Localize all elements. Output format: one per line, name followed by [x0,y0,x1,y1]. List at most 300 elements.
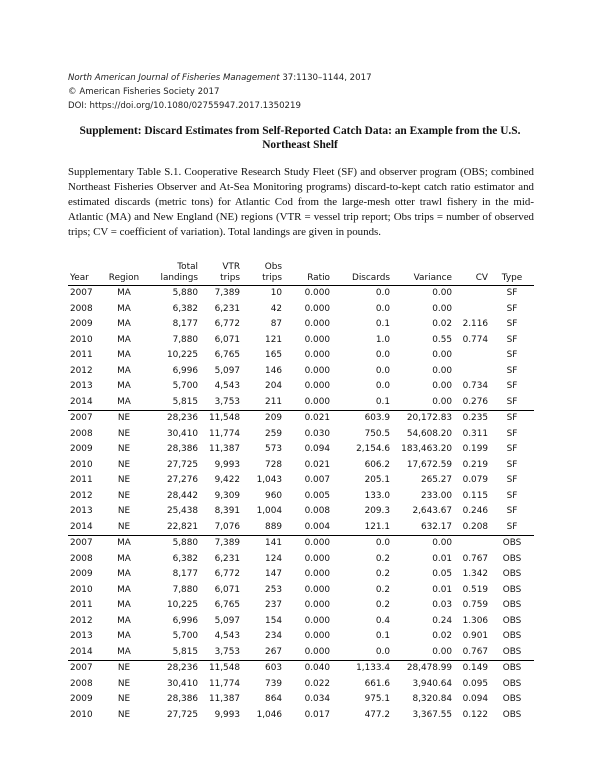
cell-cv: 0.767 [462,553,488,564]
journal-line [68,71,372,85]
cell-region: MA [117,381,131,391]
table-caption: Supplementary Table S.1. Cooperative Research Study Fleet (SF) and observer program (OBS; combined Northeast Fisheries Observer and At-Sea Monitoring programs) discard-to-kept catch ratio estimator and estimated discards (metric tons) for Atlantic Cod from the large-mesh otter trawl fishery in the mid-Atlantic (MA) and New England (NE) regions (VTR = vessel trip report; Obs trips = number of observed trips; CV = coefficient of variation). Total landings are given in pounds. [68,166,534,238]
cell-obs-trips: 141 [242,536,284,552]
cell-total-landings: 28,236 [146,661,200,677]
cell-year: 2011 [70,475,93,485]
cell-discards: 603.9 [332,411,392,427]
table-row [68,458,534,474]
cell-total-landings: 28,386 [166,694,198,704]
header-discards: Discards [332,262,392,286]
cell-discards: 209.3 [364,506,390,516]
cell-type: OBS [502,631,522,641]
cell-ratio: 0.007 [304,475,330,485]
cell-variance: 8,320.84 [412,694,452,704]
cell-ratio: 0.000 [304,396,330,407]
cell-year: 2009 [70,569,93,579]
cell-cv: 0.901 [462,631,488,641]
cell-ratio: 0.000 [304,584,330,595]
journal-volume-pages: 37:1130–1144, 2017 [282,73,372,83]
cell-year: 2012 [70,615,93,626]
table-body [68,286,534,724]
cell-vtr-trips: 6,765 [214,600,240,610]
header-type: Type [490,262,534,286]
cell-year: 2008 [70,428,93,439]
cell-cv [454,286,490,302]
cell-total-landings: 5,880 [146,536,200,552]
cell-vtr-trips: 5,097 [214,615,240,626]
cell-total-landings: 6,382 [172,303,198,314]
cell-ratio: 0.034 [304,694,330,704]
cell-type: SF [506,521,518,532]
cell-variance: 183,463.20 [401,444,452,454]
cell-discards: 0.1 [375,631,390,641]
table-row [68,427,534,443]
cell-type: SF [490,411,534,427]
header-region: Region [102,262,146,286]
cell-vtr-trips: 3,753 [214,396,240,407]
table-row [68,364,534,380]
cell-region: NE [117,459,131,470]
cell-year: 2007 [68,411,102,427]
cell-cv: 0.122 [462,709,488,720]
cell-region: NE [102,661,146,677]
cell-vtr-trips: 6,231 [214,303,240,314]
cell-ratio: 0.004 [304,521,330,532]
cell-region: NE [117,444,131,454]
cell-cv: 2.116 [462,319,488,329]
cell-ratio: 0.017 [304,709,330,720]
cell-obs-trips: 889 [265,521,282,532]
table-row [68,708,534,724]
cell-region: MA [117,350,131,360]
cell-discards: 0.0 [375,365,390,376]
cell-discards: 0.0 [375,350,390,360]
cell-discards: 0.4 [375,615,390,626]
cell-year: 2014 [70,646,93,657]
cell-region: NE [117,490,131,501]
cell-cv: 0.219 [462,459,488,470]
cell-discards: 0.1 [375,396,390,407]
cell-vtr-trips: 11,774 [208,428,240,439]
cell-total-landings: 30,410 [166,428,198,439]
cell-total-landings: 22,821 [166,521,198,532]
cell-total-landings: 8,177 [172,319,198,329]
cell-variance: 0.00 [432,646,452,657]
table-row [68,520,534,536]
table-row [68,442,534,458]
cell-obs-trips: 728 [265,459,282,470]
table-container [68,262,534,723]
table-row [68,692,534,708]
cell-type: SF [506,490,518,501]
cell-region: NE [117,506,131,516]
cell-ratio: 0.021 [284,411,332,427]
cell-obs-trips: 573 [265,444,282,454]
cell-total-landings: 8,177 [172,569,198,579]
cell-cv: 0.115 [462,490,488,501]
cell-discards: 606.2 [364,459,390,470]
cell-cv: 0.734 [462,381,488,391]
table-row [68,598,534,614]
cell-cv: 0.199 [462,444,488,454]
cell-cv: 0.311 [462,428,488,439]
cell-type: SF [506,288,518,298]
cell-variance: 0.00 [432,303,452,314]
cell-variance: 0.02 [432,631,452,641]
cell-ratio: 0.040 [284,661,332,677]
cell-total-landings: 6,996 [172,615,198,626]
cell-region: MA [117,615,131,626]
cell-type: SF [506,396,518,407]
cell-discards: 0.0 [375,288,390,298]
cell-year: 2014 [70,521,93,532]
cell-discards: 0.2 [375,600,390,610]
cell-cv: 1.342 [462,569,488,579]
cell-total-landings: 30,410 [166,678,198,689]
cell-region: MA [117,584,131,595]
cell-type: SF [506,365,518,376]
cell-discards: 661.6 [364,678,390,689]
table-row [68,583,534,599]
cell-obs-trips: 1,004 [256,506,282,516]
cell-year: 2008 [70,553,93,564]
cell-cv: 0.759 [462,600,488,610]
cell-variance: 233.00 [420,490,452,501]
cell-ratio: 0.000 [304,631,330,641]
cell-total-landings: 28,442 [166,490,198,501]
cell-ratio: 0.000 [304,319,330,329]
cell-variance: 0.00 [432,381,452,391]
cell-vtr-trips: 3,753 [214,646,240,657]
discard-estimates-table [68,262,534,723]
header-year: Year [68,262,102,286]
cell-total-landings: 5,700 [172,381,198,391]
cell-obs-trips: 165 [265,350,282,360]
cell-obs-trips: 259 [265,428,282,439]
cell-total-landings: 6,382 [172,553,198,564]
cell-cv [454,536,490,552]
cell-vtr-trips: 7,389 [200,536,242,552]
cell-ratio: 0.000 [304,365,330,376]
cell-region: MA [117,319,131,329]
cell-discards: 0.0 [332,536,392,552]
cell-obs-trips: 147 [265,569,282,579]
cell-variance: 2,643.67 [412,506,452,516]
cell-obs-trips: 124 [265,553,282,564]
cell-year: 2009 [70,319,93,329]
cell-region: MA [102,536,146,552]
cell-vtr-trips: 6,772 [214,569,240,579]
cell-vtr-trips: 4,543 [214,381,240,391]
cell-region: MA [117,600,131,610]
cell-type: OBS [502,615,522,626]
table-row [68,489,534,505]
cell-variance: 3,940.64 [412,678,452,689]
table-row [68,333,534,349]
cell-variance: 54,608.20 [406,428,452,439]
cell-region: MA [117,334,131,345]
table-row [68,411,534,427]
cell-total-landings: 5,880 [172,288,198,298]
cell-obs-trips: 1,046 [256,709,282,720]
cell-variance: 0.03 [432,600,452,610]
cell-discards: 0.2 [375,553,390,564]
cell-ratio: 0.022 [304,678,330,689]
cell-discards: 0.2 [375,584,390,595]
cell-vtr-trips: 7,389 [214,288,240,298]
cell-discards: 975.1 [364,694,390,704]
cell-vtr-trips: 6,765 [214,350,240,360]
cell-total-landings: 6,996 [172,365,198,376]
cell-type: OBS [502,569,522,579]
cell-total-landings: 5,815 [172,396,198,407]
cell-ratio: 0.000 [304,334,330,345]
cell-total-landings: 10,225 [166,350,198,360]
citation-block [68,71,372,113]
cell-total-landings: 27,725 [166,709,198,720]
cell-ratio: 0.008 [304,506,330,516]
cell-vtr-trips: 11,548 [200,661,242,677]
cell-obs-trips: 154 [265,615,282,626]
cell-cv: 0.208 [462,521,488,532]
cell-variance: 20,172.83 [392,411,454,427]
cell-obs-trips: 739 [265,678,282,689]
cell-year: 2008 [70,303,93,314]
header-vtr-trips: VTR trips [200,262,242,286]
cell-discards: 477.2 [364,709,390,720]
cell-region: NE [117,694,131,704]
cell-variance: 0.05 [432,569,452,579]
cell-discards: 750.5 [364,428,390,439]
cell-variance: 28,478.99 [392,661,454,677]
cell-variance: 632.17 [420,521,452,532]
cell-vtr-trips: 11,387 [208,444,240,454]
cell-region: NE [117,678,131,689]
cell-year: 2009 [70,444,93,454]
table-row [68,552,534,568]
cell-total-landings: 10,225 [166,600,198,610]
cell-vtr-trips: 4,543 [214,631,240,641]
cell-vtr-trips: 9,993 [214,459,240,470]
cell-year: 2010 [70,584,93,595]
cell-cv: 1.306 [462,615,488,626]
cell-variance: 0.02 [432,319,452,329]
cell-discards: 133.0 [364,490,390,501]
cell-type: OBS [502,600,522,610]
cell-type: OBS [502,678,522,689]
cell-type: OBS [490,536,534,552]
cell-discards: 1,133.4 [332,661,392,677]
cell-region: NE [102,411,146,427]
cell-total-landings: 5,815 [172,646,198,657]
table-row [68,302,534,318]
cell-year: 2009 [70,694,93,704]
cell-ratio: 0.021 [304,459,330,470]
cell-vtr-trips: 9,993 [214,709,240,720]
cell-year: 2007 [68,536,102,552]
cell-total-landings: 7,880 [172,584,198,595]
cell-region: MA [117,396,131,407]
cell-obs-trips: 237 [265,600,282,610]
cell-year: 2010 [70,709,93,720]
cell-region: MA [117,288,131,298]
header-total-landings: Total landings [146,262,200,286]
cell-discards: 0.0 [375,303,390,314]
cell-discards: 1.0 [375,334,390,345]
cell-vtr-trips: 11,548 [200,411,242,427]
cell-ratio: 0.000 [304,303,330,314]
cell-vtr-trips: 6,772 [214,319,240,329]
cell-variance: 0.55 [432,334,452,345]
cell-region: NE [117,475,131,485]
cell-variance: 0.24 [432,615,452,626]
cell-year: 2013 [70,631,93,641]
cell-obs-trips: 234 [265,631,282,641]
table-row [68,504,534,520]
cell-ratio: 0.000 [304,646,330,657]
cell-type: SF [506,475,518,485]
table-row [68,379,534,395]
table-row [68,661,534,677]
cell-ratio: 0.094 [304,444,330,454]
cell-cv: 0.235 [454,411,490,427]
cell-total-landings: 7,880 [172,334,198,345]
cell-total-landings: 28,386 [166,444,198,454]
cell-cv: 0.774 [462,334,488,345]
copyright-line: © American Fisheries Society 2017 [68,87,220,97]
cell-region: NE [117,521,131,532]
cell-obs-trips: 87 [270,319,282,329]
cell-variance: 0.00 [432,350,452,360]
cell-type: SF [506,319,518,329]
cell-variance: 0.00 [392,536,454,552]
cell-vtr-trips: 6,071 [214,584,240,595]
cell-variance: 3,367.55 [412,709,452,720]
cell-vtr-trips: 11,387 [208,694,240,704]
header-ratio: Ratio [284,262,332,286]
cell-year: 2011 [70,600,93,610]
table-row [68,395,534,411]
cell-type: SF [506,444,518,454]
cell-cv [454,348,490,364]
table-row [68,473,534,489]
cell-variance: 0.00 [432,396,452,407]
cell-total-landings: 27,276 [166,475,198,485]
cell-cv: 0.767 [462,646,488,657]
cell-type: OBS [502,553,522,564]
cell-type: OBS [502,584,522,595]
cell-cv: 0.246 [462,506,488,516]
cell-region: MA [117,303,131,314]
cell-year: 2014 [70,396,93,407]
cell-type: OBS [490,661,534,677]
cell-obs-trips: 209 [242,411,284,427]
cell-year: 2007 [70,288,93,298]
cell-cv [454,364,490,380]
header-obs-trips: Obs trips [242,262,284,286]
cell-type: SF [506,506,518,516]
cell-obs-trips: 960 [265,490,282,501]
cell-region: MA [117,631,131,641]
table-row [68,348,534,364]
cell-obs-trips: 864 [265,694,282,704]
cell-obs-trips: 253 [265,584,282,595]
cell-obs-trips: 603 [242,661,284,677]
cell-cv: 0.149 [454,661,490,677]
table-row [68,536,534,552]
table-row [68,645,534,661]
cell-obs-trips: 42 [270,303,282,314]
cell-variance: 0.01 [432,553,452,564]
cell-vtr-trips: 6,071 [214,334,240,345]
table-row [68,614,534,630]
cell-discards: 0.1 [375,319,390,329]
cell-ratio: 0.000 [304,600,330,610]
cell-region: MA [117,569,131,579]
cell-region: MA [117,646,131,657]
cell-cv: 0.095 [462,678,488,689]
cell-region: NE [117,428,131,439]
cell-variance: 0.01 [432,584,452,595]
cell-variance: 17,672.59 [406,459,452,470]
cell-year: 2008 [70,678,93,689]
table-row [68,629,534,645]
cell-year: 2012 [70,490,93,501]
table-row [68,677,534,693]
cell-total-landings: 28,236 [146,411,200,427]
cell-year: 2007 [68,661,102,677]
cell-year: 2010 [70,334,93,345]
cell-variance: 0.00 [432,288,452,298]
cell-year: 2013 [70,381,93,391]
table-row [68,567,534,583]
cell-type: OBS [502,694,522,704]
doi-line: DOI: https://doi.org/10.1080/02755947.2017.1350219 [68,101,301,111]
cell-vtr-trips: 9,422 [214,475,240,485]
cell-ratio: 0.000 [304,381,330,391]
cell-discards: 0.0 [375,381,390,391]
cell-obs-trips: 1,043 [256,475,282,485]
cell-type: SF [506,381,518,391]
cell-vtr-trips: 9,309 [214,490,240,501]
header-cv: CV [454,262,490,286]
cell-type: OBS [502,646,522,657]
header-variance: Variance [392,262,454,286]
cell-discards: 121.1 [364,521,390,532]
cell-ratio: 0.030 [304,428,330,439]
cell-obs-trips: 267 [265,646,282,657]
cell-variance: 265.27 [420,475,452,485]
cell-type: SF [506,459,518,470]
cell-type: SF [506,428,518,439]
cell-vtr-trips: 5,097 [214,365,240,376]
cell-ratio: 0.000 [304,288,330,298]
cell-total-landings: 5,700 [172,631,198,641]
cell-type: SF [506,350,518,360]
cell-total-landings: 25,438 [166,506,198,516]
cell-vtr-trips: 7,076 [214,521,240,532]
cell-discards: 2,154.6 [356,444,390,454]
cell-region: NE [117,709,131,720]
cell-year: 2010 [70,459,93,470]
cell-year: 2013 [70,506,93,516]
cell-cv: 0.079 [462,475,488,485]
cell-ratio: 0.000 [304,553,330,564]
cell-obs-trips: 146 [265,365,282,376]
cell-total-landings: 27,725 [166,459,198,470]
cell-obs-trips: 204 [265,381,282,391]
cell-discards: 0.2 [375,569,390,579]
